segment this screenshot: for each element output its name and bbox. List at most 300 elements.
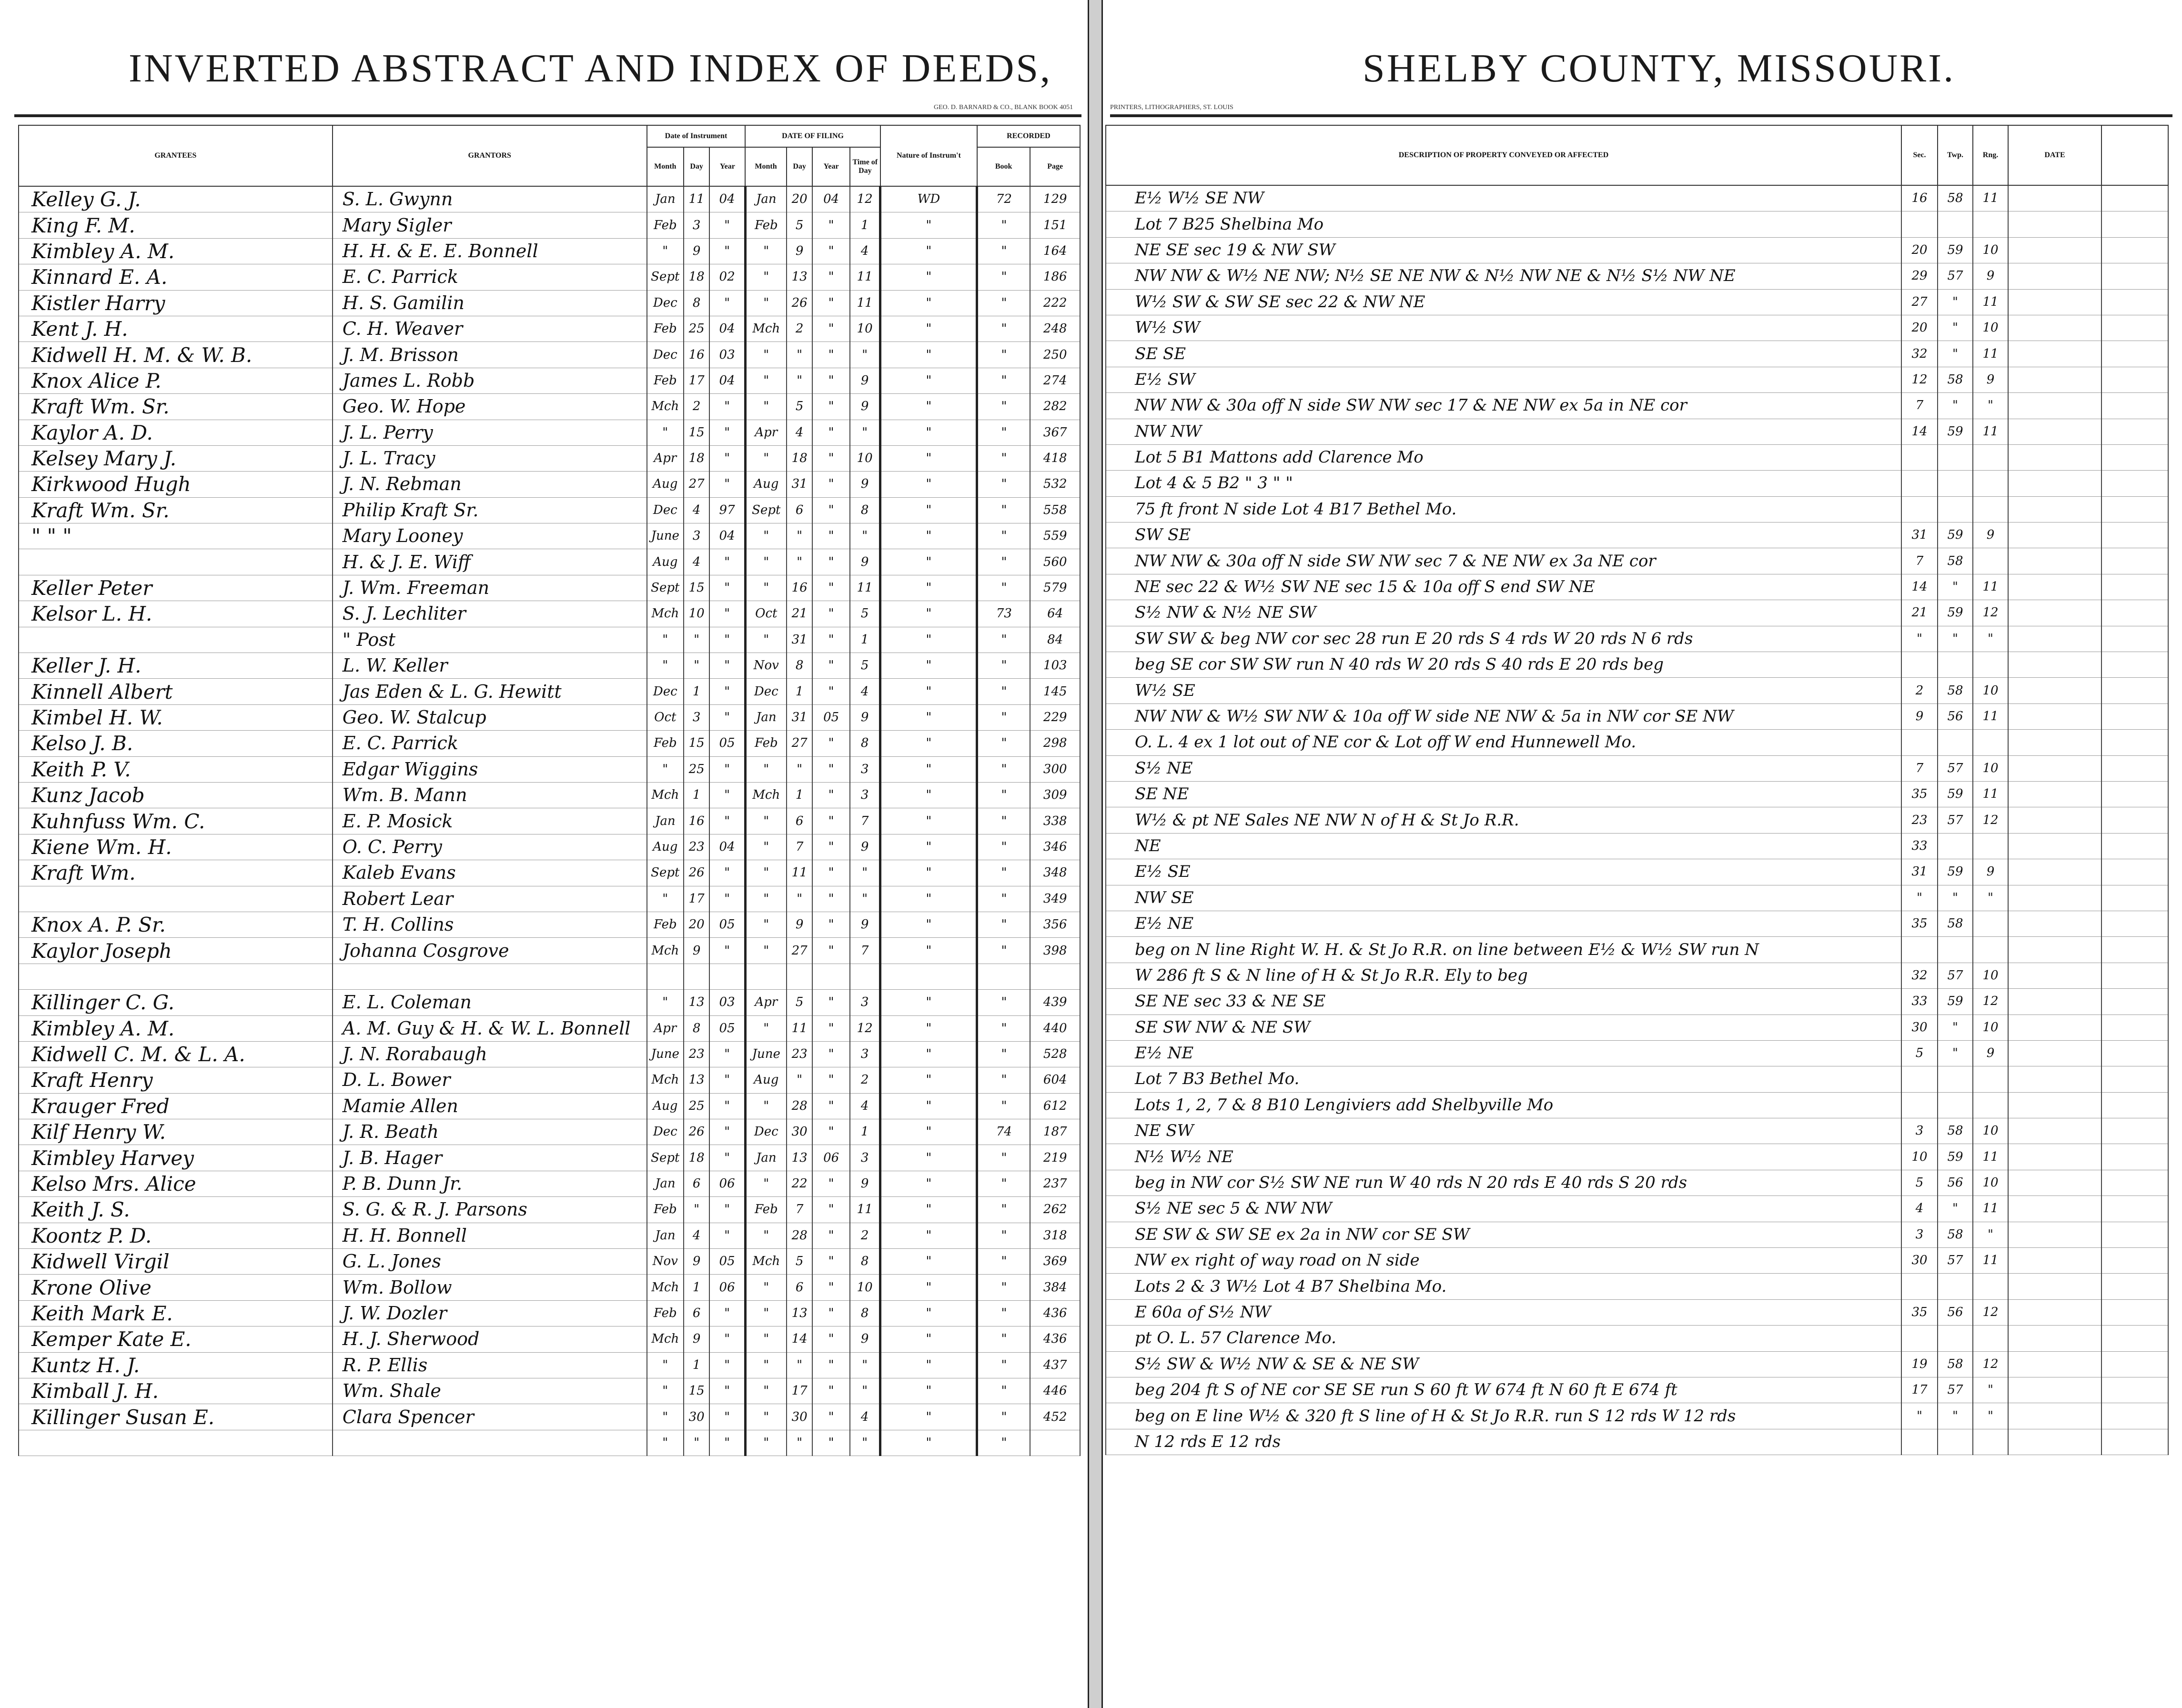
- twp-cell: 59: [1938, 600, 1973, 626]
- blank-cell: [2101, 911, 2168, 936]
- date-cell: [2008, 522, 2101, 548]
- page-cell: 229: [1030, 704, 1080, 730]
- rng-cell: 10: [1973, 755, 2008, 781]
- sec-cell: 31: [1901, 522, 1938, 548]
- time-of-day-cell: 1: [850, 212, 880, 238]
- instrument-year-cell: 05: [709, 1249, 745, 1275]
- nature-cell: ": [880, 575, 977, 601]
- table-row: [1106, 1429, 2168, 1455]
- date-filing-header: DATE OF FILING: [745, 125, 880, 147]
- table-row: [1106, 1118, 2168, 1144]
- rng-cell: 12: [1973, 1299, 2008, 1325]
- filing-year-cell: ": [812, 1093, 849, 1119]
- grantor-cell: Wm. Shale: [333, 1378, 647, 1404]
- table-row: [19, 549, 1080, 575]
- page-cell: 367: [1030, 420, 1080, 445]
- sec-cell: 19: [1901, 1351, 1938, 1377]
- filing-day-cell: 22: [787, 1171, 813, 1196]
- blank-cell: [2101, 237, 2168, 263]
- blank-cell: [2101, 341, 2168, 367]
- grantee-cell: [19, 964, 333, 989]
- grantee-cell: [19, 1430, 333, 1456]
- nature-cell: ": [880, 1223, 977, 1248]
- nature-cell: ": [880, 1197, 977, 1223]
- instrument-day-cell: 25: [684, 756, 710, 782]
- instrument-month-cell: ": [647, 1352, 684, 1378]
- instrument-month-cell: Mch: [647, 394, 684, 420]
- instrument-month-cell: Oct: [647, 704, 684, 730]
- instrument-day-cell: [684, 964, 710, 989]
- instrument-year-header: Year: [709, 147, 745, 186]
- table-row: [19, 834, 1080, 860]
- twp-cell: ": [1938, 1040, 1973, 1066]
- time-of-day-cell: ": [850, 886, 880, 912]
- twp-cell: 57: [1938, 263, 1973, 289]
- grantor-cell: [333, 964, 647, 989]
- table-row: [1106, 1040, 2168, 1066]
- grantee-cell: Krauger Fred: [19, 1093, 333, 1119]
- instrument-year-cell: ": [709, 1197, 745, 1223]
- grantor-cell: Mary Looney: [333, 523, 647, 549]
- instrument-month-cell: Nov: [647, 1249, 684, 1275]
- date-cell: [2008, 730, 2101, 755]
- filing-day-cell: 20: [787, 186, 813, 212]
- sec-cell: 35: [1901, 911, 1938, 936]
- description-cell: E½ NE: [1106, 911, 1901, 936]
- instrument-day-cell: 1: [684, 1352, 710, 1378]
- rng-cell: [1973, 1092, 2008, 1118]
- grantee-cell: Kidwell H. M. & W. B.: [19, 342, 333, 368]
- filing-year-cell: ": [812, 290, 849, 316]
- table-row: [1106, 289, 2168, 315]
- blank-cell: [2101, 730, 2168, 755]
- filing-year-cell: ": [812, 1041, 849, 1067]
- twp-cell: 59: [1938, 859, 1973, 885]
- filing-year-cell: ": [812, 1067, 849, 1093]
- book-cell: ": [977, 731, 1030, 756]
- filing-year-cell: ": [812, 368, 849, 393]
- nature-cell: ": [880, 342, 977, 368]
- filing-day-cell: ": [787, 342, 813, 368]
- table-row: [19, 1275, 1080, 1300]
- table-row: [1106, 1377, 2168, 1403]
- instrument-month-cell: Apr: [647, 445, 684, 471]
- sec-cell: 29: [1901, 263, 1938, 289]
- twp-cell: ": [1938, 1403, 1973, 1429]
- instrument-year-cell: ": [709, 1145, 745, 1171]
- filing-year-cell: ": [812, 653, 849, 679]
- rng-cell: ": [1973, 885, 2008, 911]
- grantee-cell: " " ": [19, 523, 333, 549]
- date-cell: [2008, 574, 2101, 600]
- description-cell: S½ NE sec 5 & NW NW: [1106, 1196, 1901, 1222]
- instrument-month-cell: ": [647, 1404, 684, 1430]
- table-row: [19, 964, 1080, 989]
- nature-cell: ": [880, 912, 977, 937]
- date-cell: [2008, 1326, 2101, 1351]
- filing-year-cell: ": [812, 1275, 849, 1300]
- table-row: [1106, 989, 2168, 1015]
- twp-cell: ": [1938, 289, 1973, 315]
- instrument-year-cell: 04: [709, 186, 745, 212]
- filing-year-cell: ": [812, 1119, 849, 1145]
- instrument-month-cell: June: [647, 1041, 684, 1067]
- twp-cell: [1938, 937, 1973, 963]
- book-cell: 74: [977, 1119, 1030, 1145]
- twp-cell: [1938, 652, 1973, 678]
- grantor-cell: J. Wm. Freeman: [333, 575, 647, 601]
- filing-day-cell: 6: [787, 1275, 813, 1300]
- instrument-day-cell: 15: [684, 731, 710, 756]
- filing-day-cell: 30: [787, 1404, 813, 1430]
- table-row: [19, 497, 1080, 523]
- date-cell: [2008, 1118, 2101, 1144]
- table-row: [1106, 1299, 2168, 1325]
- filing-day-cell: ": [787, 886, 813, 912]
- book-cell: ": [977, 679, 1030, 704]
- page-cell: 237: [1030, 1171, 1080, 1196]
- filing-month-cell: ": [745, 808, 787, 834]
- book-cell: ": [977, 316, 1030, 342]
- sec-cell: 10: [1901, 1144, 1938, 1170]
- rng-cell: 11: [1973, 1196, 2008, 1222]
- twp-cell: [1938, 1326, 1973, 1351]
- right-page: [1096, 0, 2182, 1708]
- filing-year-cell: ": [812, 782, 849, 808]
- filing-month-cell: ": [745, 264, 787, 290]
- date-cell: [2008, 1351, 2101, 1377]
- rng-cell: [1973, 444, 2008, 470]
- instrument-day-cell: ": [684, 1197, 710, 1223]
- sec-cell: 3: [1901, 1118, 1938, 1144]
- filing-year-cell: ": [812, 523, 849, 549]
- table-row: [19, 1378, 1080, 1404]
- grantee-grantor-table: [18, 125, 1081, 1456]
- description-cell: W 286 ft S & N line of H & St Jo R.R. Ely to beg: [1106, 963, 1901, 988]
- grantee-cell: Knox Alice P.: [19, 368, 333, 393]
- blank-cell: [2101, 444, 2168, 470]
- page-cell: 219: [1030, 1145, 1080, 1171]
- description-cell: W½ SW: [1106, 315, 1901, 341]
- instrument-year-cell: ": [709, 1352, 745, 1378]
- table-row: [19, 1093, 1080, 1119]
- instrument-month-cell: Feb: [647, 316, 684, 342]
- rng-cell: 10: [1973, 1118, 2008, 1144]
- filing-year-cell: ": [812, 1300, 849, 1326]
- twp-cell: [1938, 1092, 1973, 1118]
- twp-cell: 58: [1938, 1118, 1973, 1144]
- date-cell: [2008, 781, 2101, 807]
- grantee-cell: Kidwell C. M. & L. A.: [19, 1041, 333, 1067]
- nature-cell: ": [880, 420, 977, 445]
- left-ledger-body: [19, 186, 1080, 1456]
- nature-cell: ": [880, 756, 977, 782]
- twp-cell: ": [1938, 393, 1973, 419]
- sec-cell: [1901, 496, 1938, 522]
- table-row: [1106, 471, 2168, 496]
- grantee-cell: Kraft Wm. Sr.: [19, 497, 333, 523]
- table-row: [19, 575, 1080, 601]
- nature-cell: ": [880, 1067, 977, 1093]
- description-cell: SE SE: [1106, 341, 1901, 367]
- grantor-cell: E. C. Parrick: [333, 264, 647, 290]
- table-row: [1106, 185, 2168, 211]
- filing-day-cell: 31: [787, 627, 813, 653]
- filing-day-cell: 13: [787, 1300, 813, 1326]
- page-cell: 346: [1030, 834, 1080, 860]
- grantee-cell: Krone Olive: [19, 1275, 333, 1300]
- page-cell: 103: [1030, 653, 1080, 679]
- description-cell: NW NW & W½ SW NW & 10a off W side NE NW & 5a in NW cor SE NW: [1106, 703, 1901, 729]
- grantee-cell: Keller Peter: [19, 575, 333, 601]
- description-cell: N½ W½ NE: [1106, 1144, 1901, 1170]
- book-cell: ": [977, 212, 1030, 238]
- filing-day-cell: ": [787, 549, 813, 575]
- book-cell: ": [977, 912, 1030, 937]
- twp-cell: ": [1938, 885, 1973, 911]
- blank-cell: [2101, 1274, 2168, 1299]
- filing-day-cell: 28: [787, 1223, 813, 1248]
- table-row: [1106, 444, 2168, 470]
- grantor-cell: H. & J. E. Wiff: [333, 549, 647, 575]
- nature-cell: ": [880, 1119, 977, 1145]
- instrument-year-cell: ": [709, 782, 745, 808]
- book-cell: 72: [977, 186, 1030, 212]
- sec-cell: [1901, 1092, 1938, 1118]
- grantee-cell: [19, 627, 333, 653]
- page-cell: 528: [1030, 1041, 1080, 1067]
- rng-cell: [1973, 730, 2008, 755]
- filing-day-cell: ": [787, 523, 813, 549]
- nature-cell: ": [880, 368, 977, 393]
- grantor-cell: E. L. Coleman: [333, 990, 647, 1015]
- rng-cell: 11: [1973, 185, 2008, 211]
- book-cell: 73: [977, 601, 1030, 627]
- nature-cell: ": [880, 731, 977, 756]
- rng-cell: 10: [1973, 315, 2008, 341]
- filing-month-cell: ": [745, 886, 787, 912]
- grantor-cell: H. J. Sherwood: [333, 1326, 647, 1352]
- table-row: [19, 212, 1080, 238]
- filing-year-header: Year: [812, 147, 849, 186]
- grantor-cell: J. B. Hager: [333, 1145, 647, 1171]
- sec-cell: 16: [1901, 185, 1938, 211]
- grantee-cell: Kirkwood Hugh: [19, 472, 333, 497]
- table-row: [1106, 859, 2168, 885]
- sec-cell: ": [1901, 626, 1938, 652]
- table-row: [1106, 1351, 2168, 1377]
- instrument-day-cell: 15: [684, 575, 710, 601]
- description-cell: NE SW: [1106, 1118, 1901, 1144]
- filing-month-cell: Aug: [745, 472, 787, 497]
- description-cell: Lot 5 B1 Mattons add Clarence Mo: [1106, 444, 1901, 470]
- grantor-cell: L. W. Keller: [333, 653, 647, 679]
- time-of-day-cell: 9: [850, 368, 880, 393]
- filing-month-cell: [745, 964, 787, 989]
- instrument-month-cell: Dec: [647, 497, 684, 523]
- instrument-month-cell: ": [647, 238, 684, 264]
- instrument-month-cell: ": [647, 990, 684, 1015]
- instrument-month-cell: Feb: [647, 731, 684, 756]
- nature-cell: ": [880, 238, 977, 264]
- nature-cell: ": [880, 1171, 977, 1196]
- table-row: [19, 1223, 1080, 1248]
- nature-cell: ": [880, 886, 977, 912]
- filing-day-cell: 31: [787, 704, 813, 730]
- instrument-day-cell: 13: [684, 990, 710, 1015]
- grantor-cell: James L. Robb: [333, 368, 647, 393]
- time-of-day-cell: [850, 964, 880, 989]
- page-cell: 248: [1030, 316, 1080, 342]
- filing-year-cell: ": [812, 731, 849, 756]
- time-of-day-cell: ": [850, 342, 880, 368]
- instrument-month-cell: Feb: [647, 1300, 684, 1326]
- filing-month-cell: ": [745, 523, 787, 549]
- grantee-cell: Kiene Wm. H.: [19, 834, 333, 860]
- time-of-day-cell: 9: [850, 834, 880, 860]
- nature-cell: ": [880, 290, 977, 316]
- filing-month-cell: ": [745, 1378, 787, 1404]
- table-row: [19, 731, 1080, 756]
- instrument-year-cell: ": [709, 627, 745, 653]
- table-row: [19, 1067, 1080, 1093]
- table-row: [19, 938, 1080, 964]
- instrument-day-cell: 25: [684, 1093, 710, 1119]
- grantee-cell: King F. M.: [19, 212, 333, 238]
- rng-cell: 9: [1973, 367, 2008, 392]
- book-cell: ": [977, 808, 1030, 834]
- blank-cell: [2101, 471, 2168, 496]
- table-row: [1106, 263, 2168, 289]
- page-cell: 186: [1030, 264, 1080, 290]
- date-cell: [2008, 1222, 2101, 1247]
- filing-day-cell: 5: [787, 990, 813, 1015]
- page-cell: 349: [1030, 886, 1080, 912]
- description-cell: E½ SW: [1106, 367, 1901, 392]
- rng-cell: 10: [1973, 1170, 2008, 1196]
- filing-month-cell: ": [745, 1171, 787, 1196]
- description-cell: Lot 4 & 5 B2 " 3 " ": [1106, 471, 1901, 496]
- sec-cell: 4: [1901, 1196, 1938, 1222]
- instrument-year-cell: ": [709, 653, 745, 679]
- instrument-month-cell: ": [647, 886, 684, 912]
- date-cell: [2008, 1144, 2101, 1170]
- instrument-day-cell: 26: [684, 860, 710, 886]
- filing-month-cell: ": [745, 834, 787, 860]
- nature-cell: ": [880, 1300, 977, 1326]
- table-row: [1106, 626, 2168, 652]
- book-cell: ": [977, 497, 1030, 523]
- page-cell: 250: [1030, 342, 1080, 368]
- blank-cell: [2101, 600, 2168, 626]
- description-cell: NW SE: [1106, 885, 1901, 911]
- filing-year-cell: ": [812, 808, 849, 834]
- blank-cell: [2101, 1196, 2168, 1222]
- twp-cell: [1938, 1429, 1973, 1455]
- nature-cell: ": [880, 523, 977, 549]
- rng-cell: 10: [1973, 237, 2008, 263]
- instrument-day-cell: 20: [684, 912, 710, 937]
- filing-year-cell: ": [812, 420, 849, 445]
- page-cell: 356: [1030, 912, 1080, 937]
- date-cell: [2008, 1299, 2101, 1325]
- time-of-day-cell: 8: [850, 1300, 880, 1326]
- nature-cell: ": [880, 1430, 977, 1456]
- twp-cell: 57: [1938, 1248, 1973, 1274]
- instrument-year-cell: ": [709, 394, 745, 420]
- instrument-year-cell: ": [709, 290, 745, 316]
- rng-cell: 10: [1973, 963, 2008, 988]
- grantee-cell: [19, 886, 333, 912]
- filing-year-cell: ": [812, 212, 849, 238]
- book-cell: ": [977, 756, 1030, 782]
- nature-cell: ": [880, 782, 977, 808]
- sec-cell: 35: [1901, 1299, 1938, 1325]
- blank-cell: [2101, 185, 2168, 211]
- table-row: [19, 394, 1080, 420]
- filing-month-cell: Dec: [745, 679, 787, 704]
- filing-day-cell: 28: [787, 1093, 813, 1119]
- twp-cell: ": [1938, 315, 1973, 341]
- rng-cell: 12: [1973, 989, 2008, 1015]
- filing-month-cell: June: [745, 1041, 787, 1067]
- time-of-day-cell: 3: [850, 1041, 880, 1067]
- grantee-cell: Keith J. S.: [19, 1197, 333, 1223]
- filing-month-cell: ": [745, 445, 787, 471]
- grantee-cell: Kelley G. J.: [19, 186, 333, 212]
- page-cell: [1030, 964, 1080, 989]
- table-row: [19, 523, 1080, 549]
- filing-month-cell: ": [745, 549, 787, 575]
- blank-cell: [2101, 1299, 2168, 1325]
- grantee-cell: Kistler Harry: [19, 290, 333, 316]
- property-description-table: [1105, 125, 2169, 1455]
- blank-cell: [2101, 1092, 2168, 1118]
- time-of-day-cell: 3: [850, 756, 880, 782]
- instrument-year-cell: ": [709, 1378, 745, 1404]
- time-of-day-cell: 1: [850, 627, 880, 653]
- blank-cell: [2101, 419, 2168, 444]
- instrument-day-cell: 23: [684, 834, 710, 860]
- blank-header: [2101, 125, 2168, 185]
- grantee-cell: Kunz Jacob: [19, 782, 333, 808]
- sec-cell: 33: [1901, 833, 1938, 859]
- grantor-cell: E. P. Mosick: [333, 808, 647, 834]
- filing-month-cell: ": [745, 756, 787, 782]
- instrument-month-cell: Sept: [647, 860, 684, 886]
- description-cell: NE SE sec 19 & NW SW: [1106, 237, 1901, 263]
- instrument-year-cell: ": [709, 1119, 745, 1145]
- table-row: [1106, 1248, 2168, 1274]
- grantor-cell: Geo. W. Stalcup: [333, 704, 647, 730]
- instrument-year-cell: ": [709, 1223, 745, 1248]
- date-cell: [2008, 859, 2101, 885]
- table-row: [19, 601, 1080, 627]
- filing-month-cell: ": [745, 342, 787, 368]
- time-of-day-cell: 9: [850, 1171, 880, 1196]
- description-cell: SW SW & beg NW cor sec 28 run E 20 rds S 4 rds W 20 rds N 6 rds: [1106, 626, 1901, 652]
- filing-day-cell: [787, 964, 813, 989]
- grantor-cell: G. L. Jones: [333, 1249, 647, 1275]
- grantor-cell: S. J. Lechliter: [333, 601, 647, 627]
- rng-cell: 10: [1973, 1015, 2008, 1040]
- instrument-day-cell: 16: [684, 808, 710, 834]
- instrument-year-cell: ": [709, 860, 745, 886]
- instrument-day-cell: 27: [684, 472, 710, 497]
- book-cell: ": [977, 1275, 1030, 1300]
- page-cell: 187: [1030, 1119, 1080, 1145]
- page-cell: 151: [1030, 212, 1080, 238]
